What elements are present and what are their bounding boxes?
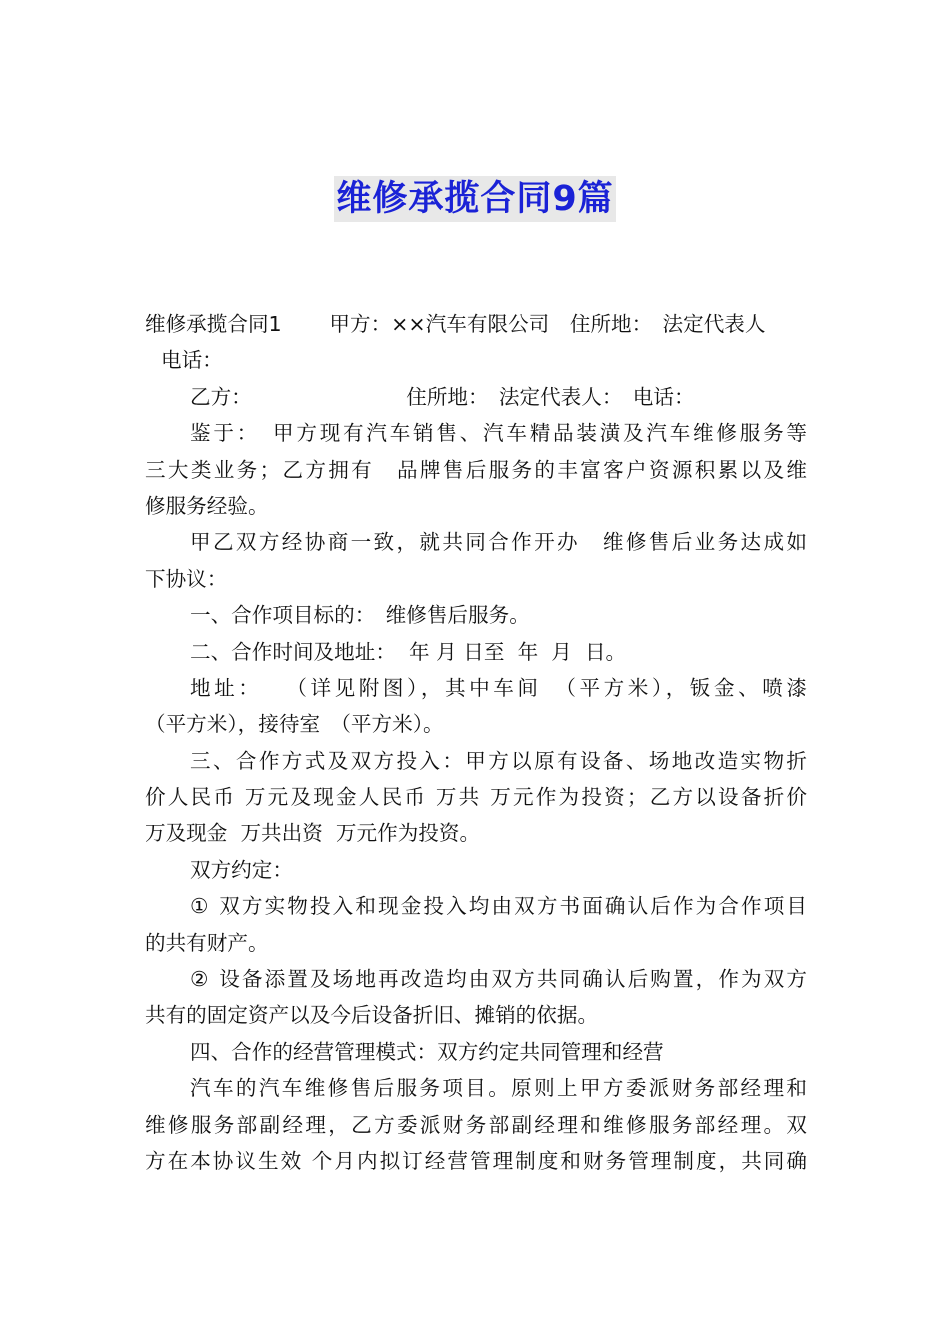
body-line: 价人民币 万元及现金人民币 万共 万元作为投资；乙方以设备折价	[145, 785, 807, 810]
body-line: 二、合作时间及地址： 年 月 日至 年 月 日。	[190, 639, 627, 664]
body-line: 的共有财产。	[145, 930, 269, 955]
body-line: 三大类业务；乙方拥有 品牌售后服务的丰富客户资源积累以及维	[145, 457, 807, 482]
document-title: 维修承揽合同9篇	[334, 176, 615, 222]
body-line: 万及现金 万共出资 万元作为投资。	[145, 821, 481, 846]
title-wrap	[0, 176, 950, 222]
body-line: 共有的固定资产以及今后设备折旧、摊销的依据。	[145, 1003, 599, 1028]
body-line: 修服务经验。	[145, 493, 269, 518]
body-line: 三、合作方式及双方投入：甲方以原有设备、场地改造实物折	[190, 748, 807, 773]
body-line: 乙方： 住所地： 法定代表人： 电话：	[190, 384, 695, 409]
body-line: 地址： （详见附图），其中车间 （平方米），钣金、喷漆	[190, 675, 807, 700]
body-line: 甲乙双方经协商一致，就共同合作开办 维修售后业务达成如	[190, 530, 807, 555]
body-line: 一、合作项目标的： 维修售后服务。	[190, 603, 530, 628]
body-line: 电话：	[161, 348, 223, 373]
body-line: （平方米），接待室 （平方米）。	[145, 712, 444, 737]
document-body	[145, 306, 807, 1179]
body-line: ① 双方实物投入和现金投入均由双方书面确认后作为合作项目	[190, 894, 807, 919]
body-line: 鉴于： 甲方现有汽车销售、汽车精品装潢及汽车维修服务等	[190, 421, 807, 446]
body-line: ② 设备添置及场地再改造均由双方共同确认后购置，作为双方	[190, 967, 807, 992]
body-line: 下协议：	[145, 566, 228, 591]
body-line: 四、合作的经营管理模式：双方约定共同管理和经营	[190, 1039, 664, 1064]
body-line: 方在本协议生效 个月内拟订经营管理制度和财务管理制度，共同确	[145, 1148, 807, 1173]
body-line: 双方约定：	[190, 857, 293, 882]
body-line: 维修服务部副经理，乙方委派财务部副经理和维修服务部经理。双	[145, 1112, 807, 1137]
body-line: 汽车的汽车维修售后服务项目。原则上甲方委派财务部经理和	[190, 1076, 807, 1101]
body-line: 维修承揽合同1 甲方：××汽车有限公司 住所地： 法定代表人	[145, 312, 766, 336]
